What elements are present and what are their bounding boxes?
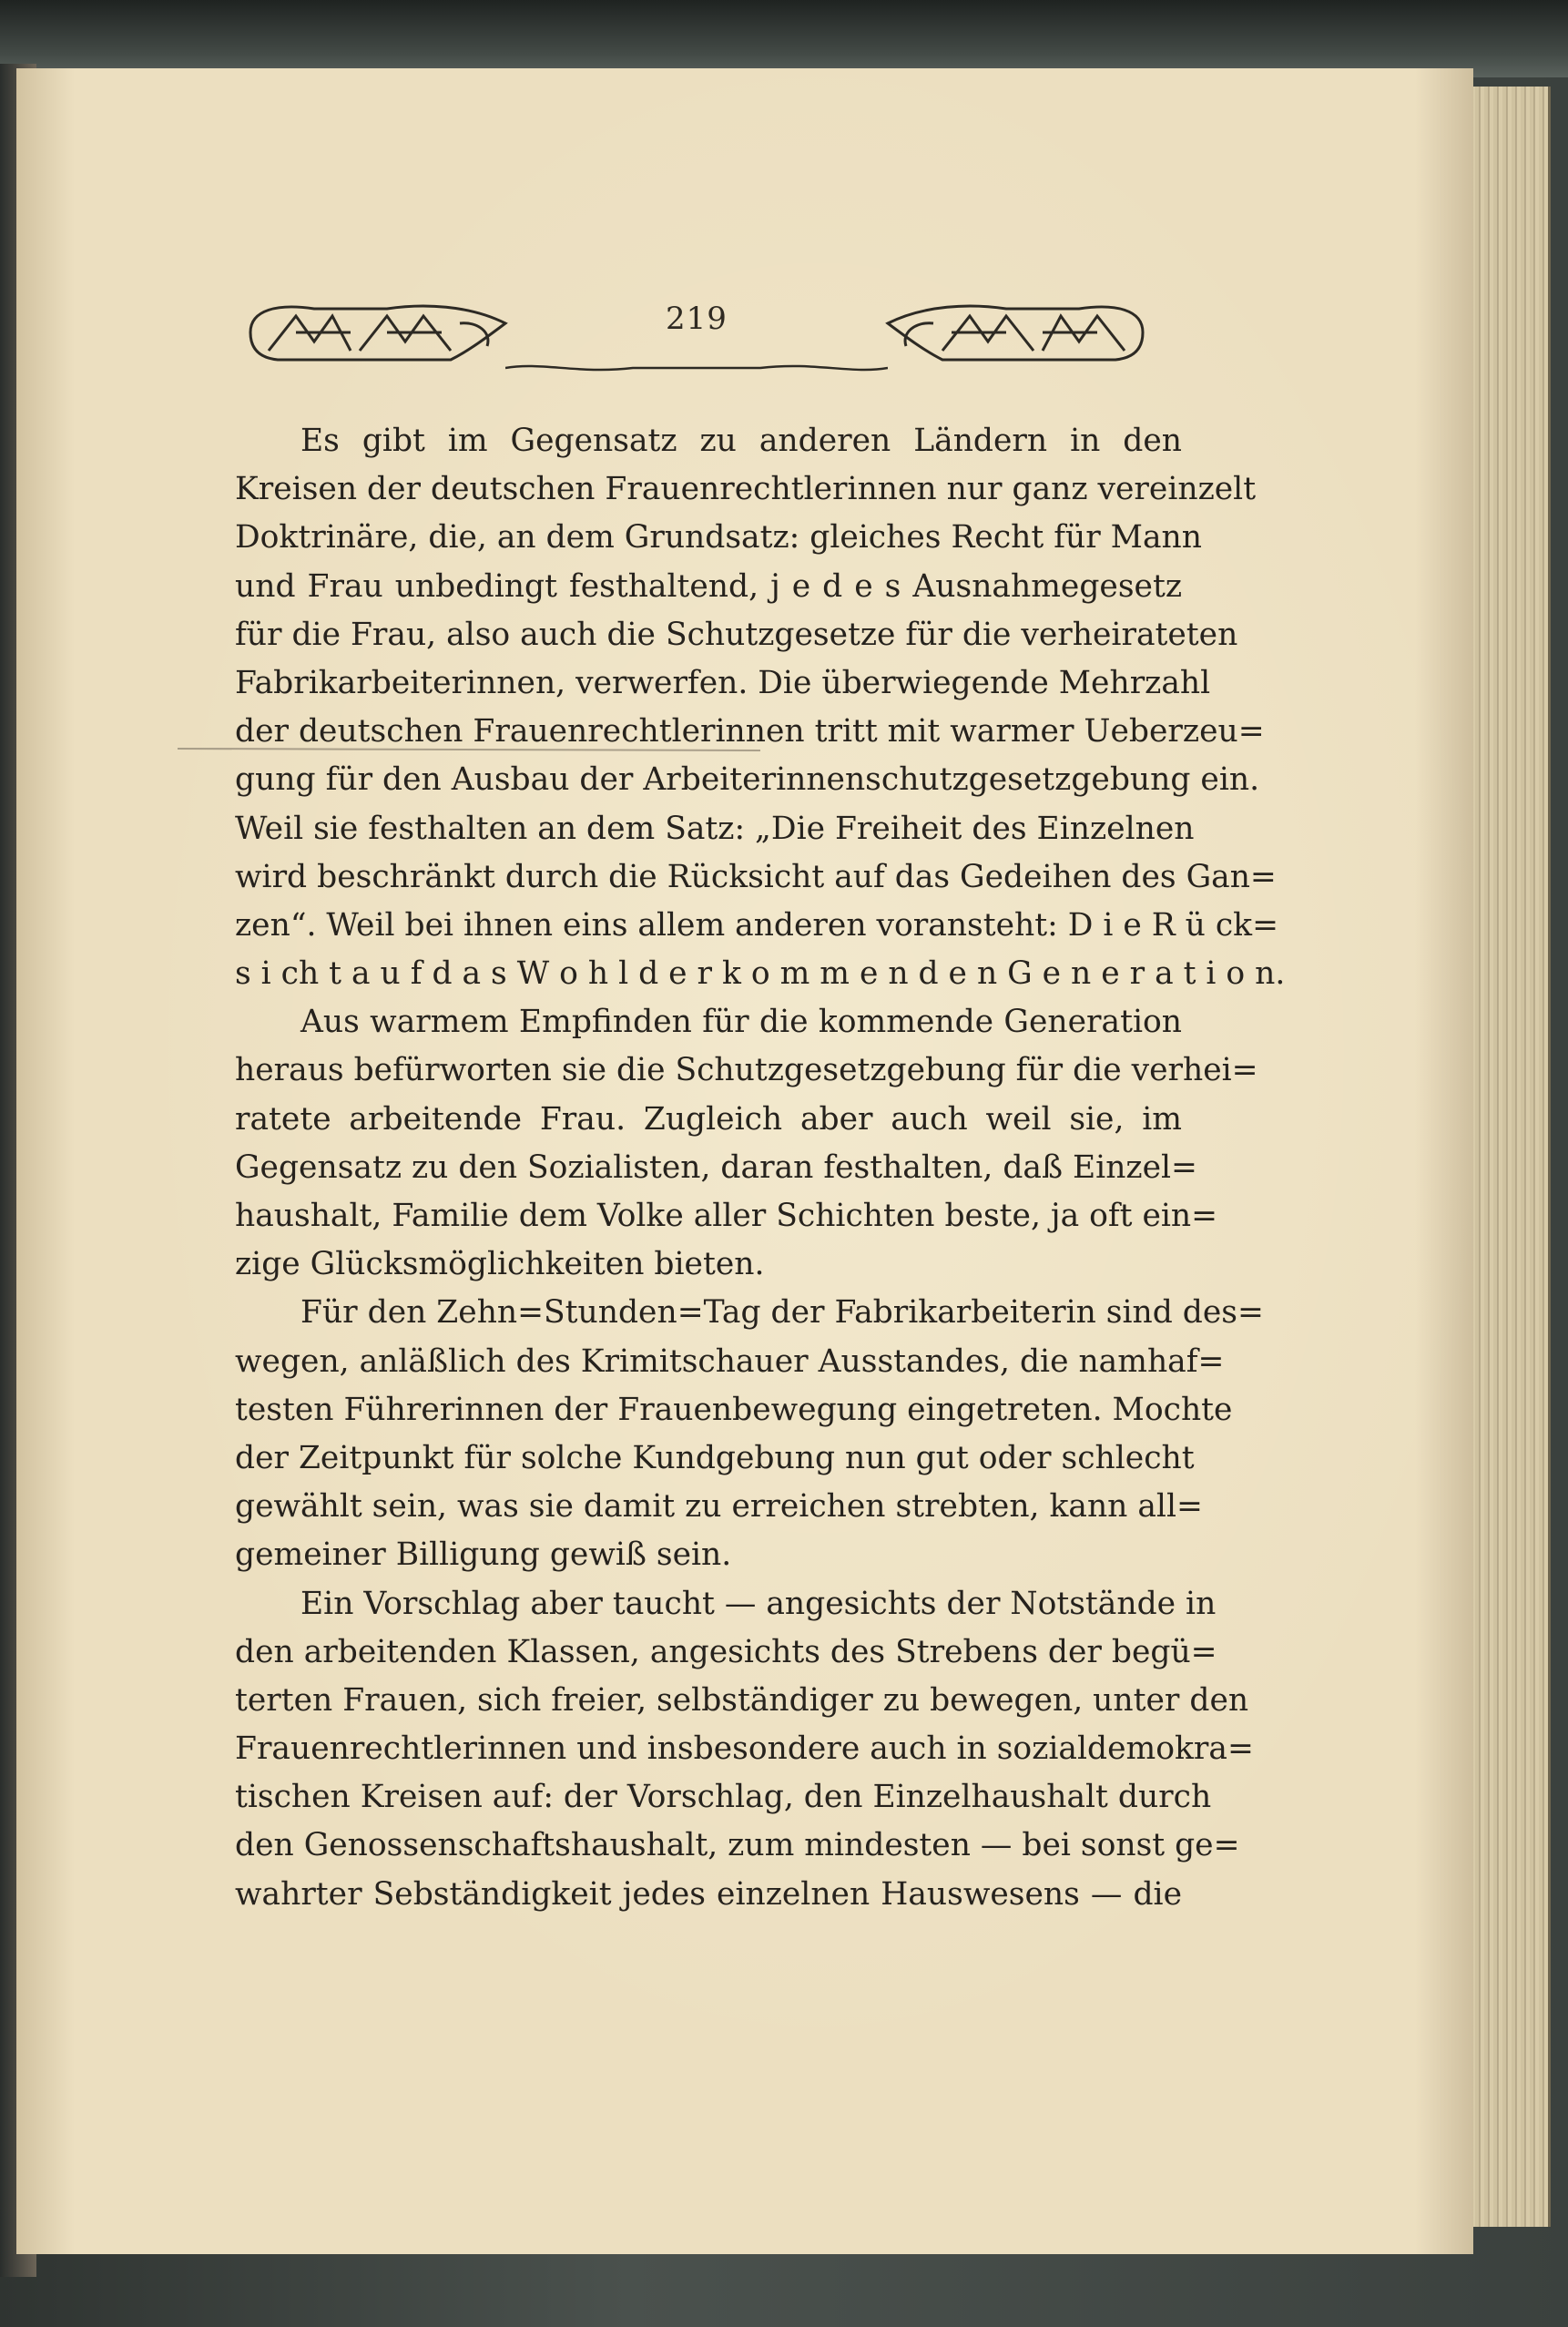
page-number: 219 <box>666 301 728 337</box>
text-line: wahrter Sebständigkeit jedes einzelnen Hauswesens — die <box>235 1875 1182 1913</box>
text-line: heraus befürworten sie die Schutzgesetzgebung für die verhei= <box>235 1052 1258 1089</box>
text-line: Aus warmem Empfinden für die kommende Generation <box>300 1004 1182 1041</box>
text-line: Weil sie festhalten an dem Satz: „Die Freiheit des Einzelnen <box>235 810 1195 847</box>
text-line: Frauenrechtlerinnen und insbesondere auch in sozialdemokra= <box>235 1730 1254 1768</box>
body-text <box>235 417 1286 1919</box>
ornament-right-icon <box>879 296 1152 371</box>
text-line: Kreisen der deutschen Frauenrechtlerinnen nur ganz vereinzelt <box>235 471 1257 508</box>
text-line: haushalt, Familie dem Volke aller Schichten beste, ja oft ein= <box>235 1198 1218 1234</box>
text-line: gung für den Ausbau der Arbeiterinnenschutzgesetzgebung ein. <box>235 761 1260 799</box>
text-line: den arbeitenden Klassen, angesichts des Strebens der begü= <box>235 1633 1217 1670</box>
text-line: zige Glücksmöglichkeiten bieten. <box>235 1246 765 1283</box>
text-line: Gegensatz zu den Sozialisten, daran festhalten, daß Einzel= <box>235 1148 1197 1186</box>
text-line: und Frau unbedingt festhaltend, j e d e s Ausnahmegesetz <box>235 567 1182 605</box>
text-line: gewählt sein, was sie damit zu erreichen strebten, kann all= <box>235 1488 1203 1526</box>
text-line: den Genossenschaftshaushalt, zum mindesten — bei sonst ge= <box>235 1827 1240 1864</box>
text-line: ratete arbeitende Frau. Zugleich aber auch weil sie, im <box>235 1100 1182 1138</box>
text-line: Fabrikarbeiterinnen, verwerfen. Die überwiegende Mehrzahl <box>235 664 1211 701</box>
ornament-left-icon <box>241 296 514 371</box>
text-line: Ein Vorschlag aber taucht — angesichts der Notstände in <box>300 1585 1217 1622</box>
cover-top-edge <box>0 0 1568 77</box>
text-line: testen Führerinnen der Frauenbewegung eingetreten. Mochte <box>235 1391 1233 1428</box>
text-line: terten Frauen, sich freier, selbständiger zu bewegen, unter den <box>235 1681 1249 1719</box>
text-line: der deutschen Frauenrechtlerinnen tritt mit warmer Ueberzeu= <box>235 713 1265 750</box>
text-line: wird beschränkt durch die Rücksicht auf das Gedeihen des Gan= <box>235 858 1277 895</box>
text-line: Doktrinäre, die, an dem Grundsatz: gleiches Recht für Mann <box>235 519 1202 556</box>
text-line: tischen Kreisen auf: der Vorschlag, den Einzelhaushalt durch <box>235 1779 1212 1816</box>
text-line: zen“. Weil bei ihnen eins allem anderen voransteht: D i e R ü ck= <box>235 906 1278 944</box>
text-line: Für den Zehn=Stunden=Tag der Fabrikarbeiterin sind des= <box>300 1294 1264 1332</box>
page-header <box>241 287 1152 378</box>
text-line: wegen, anläßlich des Krimitschauer Ausstandes, die namhaf= <box>235 1342 1225 1380</box>
header-rule <box>505 362 888 374</box>
text-line: s i ch t a u f d a s W o h l d e r k o m m e n d e n G e n e r a t i o n. <box>235 955 1286 993</box>
text-line: der Zeitpunkt für solche Kundgebung nun gut oder schlecht <box>235 1439 1195 1476</box>
text-line: für die Frau, also auch die Schutzgesetze für die verheirateten <box>235 616 1238 653</box>
text-line: Es gibt im Gegensatz zu anderen Ländern in den <box>300 423 1182 459</box>
text-line: gemeiner Billigung gewiß sein. <box>235 1536 732 1574</box>
